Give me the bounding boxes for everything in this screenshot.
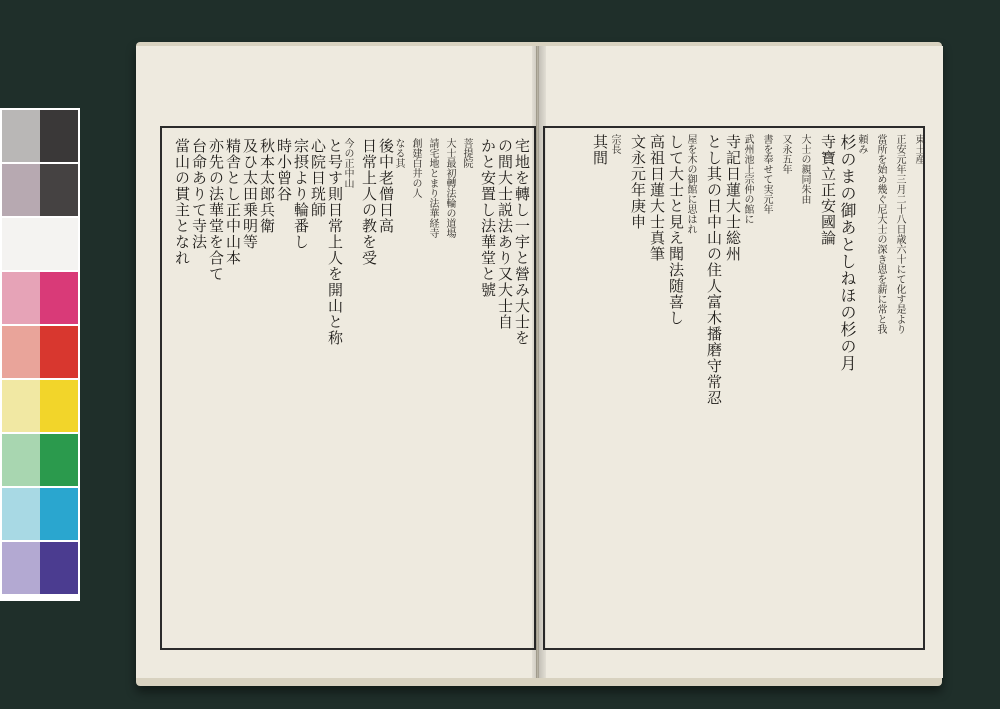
right-page-text-column: 大士の親同朱由 <box>799 134 810 204</box>
left-page-text-column: 菩提院 <box>461 138 472 168</box>
left-page-text-column: 宅地を轉し一宇と營み大士を <box>513 138 531 346</box>
left-page-text-column: 及ひ太田乗明等 <box>241 138 259 250</box>
right-page-text-column: して大士と見え聞法随喜し <box>667 134 685 326</box>
swatch-pale-green <box>2 434 40 486</box>
left-page-text-column: の間大士説法あり又大士自 <box>496 138 514 330</box>
right-page-text-column: 高祖日蓮大士真筆 <box>648 134 666 262</box>
left-page-text-column: 當山の貫主となれ <box>173 138 191 266</box>
swatch-salmon <box>2 326 40 378</box>
swatch-pale-yellow <box>2 380 40 432</box>
right-page <box>538 46 943 678</box>
swatch-charcoal <box>40 164 78 216</box>
right-page-text-column: 屋を木の御館に思はれ <box>685 134 696 234</box>
swatch-pink-light <box>2 272 40 324</box>
right-page-text-column: とし其の日中山の住人富木播磨守常忍 <box>705 134 723 406</box>
right-page-text-column: 杉のまの御あとしねほの杉の月 <box>838 134 857 372</box>
swatch-yellow <box>40 380 78 432</box>
swatch-gray-dark <box>40 110 78 162</box>
right-page-text-column: 宗長 <box>609 134 620 154</box>
swatch-pale-violet <box>2 542 40 594</box>
left-page-text-column: 日常上人の教を受 <box>360 138 378 266</box>
left-page-text-column: かと安置し法華堂と號 <box>479 138 497 298</box>
left-page-text-column: 亦先の法華堂を合て <box>207 138 225 282</box>
right-page-text-column: 正安元年三月二十八日歳六十にて化す是より <box>894 134 905 334</box>
left-page-text-column: なる其 <box>393 138 404 168</box>
right-page-text-column: 當所を始め幾ぐ尼大士の深き恩を薪に常と我 <box>875 134 886 334</box>
swatch-red <box>40 326 78 378</box>
swatch-white <box>2 218 40 270</box>
swatch-pale-cyan <box>2 488 40 540</box>
swatch-green <box>40 434 78 486</box>
left-page-text-column: と号す則日常上人を開山と称 <box>326 138 344 346</box>
right-page-text-column: 東土産 <box>913 134 924 164</box>
left-page-text-column: 宗摂より輪番し <box>292 138 310 250</box>
book-spine <box>532 46 546 678</box>
left-page-text-column: 請宅地とまり法華経寺 <box>427 138 438 238</box>
right-page-text-column: 文永元年庚申 <box>629 134 647 230</box>
right-page-text-column: 武州池上宗仲の館に <box>742 134 753 224</box>
left-page-text-column: 今の正中山 <box>342 138 353 188</box>
open-book <box>136 42 942 686</box>
left-page-text-column: 創建白井の人 <box>410 138 421 198</box>
swatch-magenta <box>40 272 78 324</box>
swatch-cyan <box>40 488 78 540</box>
swatch-violet <box>40 542 78 594</box>
left-page-text-column: 台命ありて寺法 <box>190 138 208 250</box>
right-page-text-column: 寺寶立正安國論 <box>819 134 837 246</box>
swatch-white-2 <box>40 218 78 270</box>
swatch-lavender-gray <box>2 164 40 216</box>
left-page-text-column: 秋本太郎兵衛 <box>258 138 276 234</box>
swatch-gray-light <box>2 110 40 162</box>
left-page-text-column: 時小曾谷 <box>275 138 293 202</box>
left-page-text-column: 大士最初轉法輪の道場 <box>444 138 455 238</box>
left-page-text-column: 精舎とし正中山本 <box>224 138 242 266</box>
color-calibration-card <box>0 108 80 601</box>
right-page-text-column: 寺記日蓮大士総州 <box>724 134 742 262</box>
right-page-text-column: 其間 <box>591 134 609 166</box>
right-page-text-column: 頼み <box>856 134 867 154</box>
left-page-text-column: 心院日珖師 <box>309 138 327 218</box>
left-page <box>136 46 537 678</box>
left-page-text-column: 後中老僧日高 <box>377 138 395 234</box>
right-page-text-column: 又永五年 <box>780 134 791 174</box>
right-page-text-column: 書を奉せて実元年 <box>761 134 772 214</box>
